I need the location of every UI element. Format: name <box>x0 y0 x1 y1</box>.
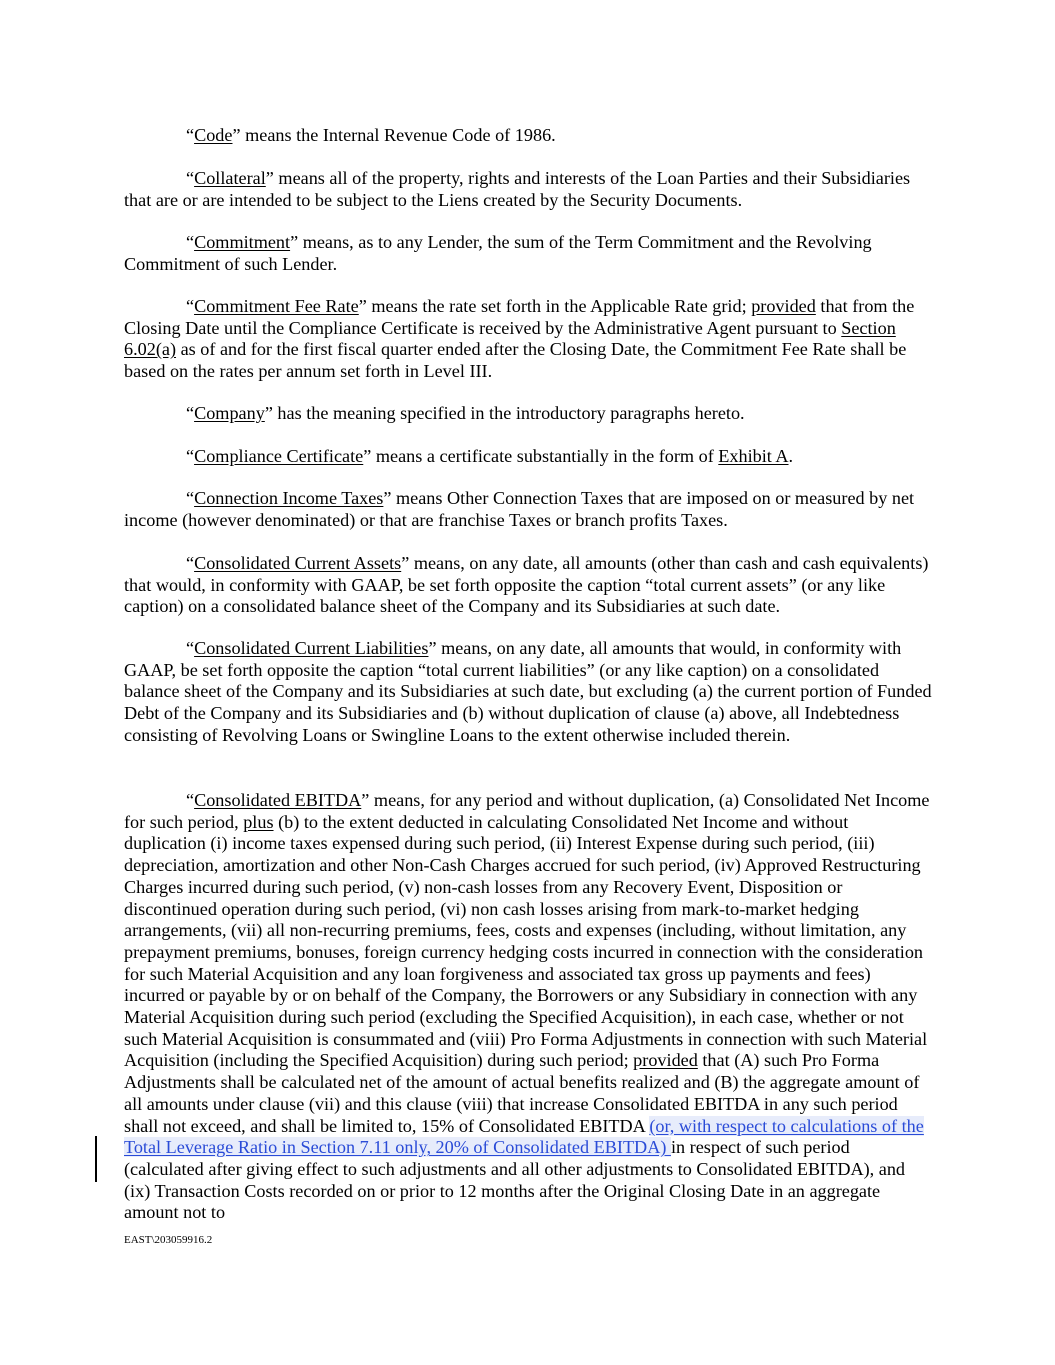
definition-consolidated-current-assets <box>124 553 934 618</box>
defined-term: Consolidated Current Assets <box>194 553 402 573</box>
defined-term: Consolidated Current Liabilities <box>194 638 429 658</box>
definition-text: ” has the meaning specified in the introductory paragraphs hereto. <box>264 403 745 423</box>
definition-commitment-fee-rate <box>124 296 934 383</box>
definition-text: ” means, for any period and without duplication, (a) Consolidated Net Income for such period, <box>124 790 930 832</box>
definition-consolidated-current-liabilities <box>124 638 934 747</box>
provided-keyword: provided <box>751 296 816 316</box>
open-quote: “ <box>186 638 195 658</box>
definition-text: in respect of such period (calculated after giving effect to such adjustments and all other adjustments to Consolidated EBITDA), and (ix) Transaction Costs recorded on or prior to 12 months after the Original Closing Date in an aggregate amount not to <box>124 1137 906 1223</box>
open-quote: “ <box>186 488 195 508</box>
definition-text: that from the Closing Date until the Compliance Certificate is received by the Administrative Agent pursuant to <box>124 296 915 338</box>
plus-keyword: plus <box>243 811 274 832</box>
definition-code <box>124 125 934 147</box>
open-quote: “ <box>186 125 195 145</box>
open-quote: “ <box>186 232 195 252</box>
definition-text: ” means, on any date, all amounts that would, in conformity with GAAP, be set forth opposite the caption “total current liabilities” (or any like caption) on a consolidated balance sheet of the Company and its Subsidiaries at such date, but excluding (a) the current portion of Funded Debt of the Company and its Subsidiaries and (b) without duplication of clause (a) above, all Indebtedness consisting of Revolving Loans or Swingline Loans to the extent otherwise included therein. <box>124 638 932 745</box>
exhibit-reference: Exhibit A <box>718 446 789 466</box>
provided-keyword: provided <box>633 1050 698 1071</box>
definition-text: that (A) such Pro Forma Adjustments shall be calculated net of the amount of actual benefits realized and (B) the aggregate amount of all amounts under clause (vii) and this clause (viii) that increase Consolidated EBITDA in any such period shall not exceed, and shall be limited to, 15% of Consolidated EBITDA <box>124 1050 920 1136</box>
tracked-insertion: (or, with respect to calculations of the Total Leverage Ratio in Section 7.11 only, 20% of Consolidated EBITDA) <box>124 1115 924 1158</box>
section-reference: Section 6.02(a) <box>124 317 896 360</box>
definition-text: ” means the Internal Revenue Code of 1986. <box>232 125 556 145</box>
definition-collateral <box>124 168 934 211</box>
definition-text: ” means, as to any Lender, the sum of the Term Commitment and the Revolving Commitment of such Lender. <box>124 232 872 274</box>
defined-term: Company <box>194 403 265 423</box>
open-quote: “ <box>186 446 195 466</box>
defined-term: Connection Income Taxes <box>194 488 384 508</box>
definition-text: ” means the rate set forth in the Applicable Rate grid; <box>358 296 752 316</box>
open-quote: “ <box>186 168 195 188</box>
definition-text: . <box>788 446 794 466</box>
definition-text: ” means a certificate substantially in the form of <box>363 446 719 466</box>
definition-compliance-certificate <box>124 446 934 468</box>
definition-connection-income-taxes <box>124 488 934 531</box>
defined-term: Code <box>194 125 233 145</box>
defined-term: Compliance Certificate <box>194 446 364 466</box>
defined-term: Consolidated EBITDA <box>194 790 362 810</box>
definition-text: ” means Other Connection Taxes that are imposed on or measured by net income (however denominated) or that are franchise Taxes or branch profits Taxes. <box>124 488 915 530</box>
defined-term: Commitment Fee Rate <box>194 296 359 316</box>
definition-text: ” means, on any date, all amounts (other than cash and cash equivalents) that would, in conformity with GAAP, be set forth opposite the caption “total current assets” (or any like caption) on a consolidated balance sheet of the Company and its Subsidiaries at such date. <box>124 553 929 617</box>
open-quote: “ <box>186 790 195 810</box>
defined-term: Collateral <box>194 168 266 188</box>
definition-consolidated-ebitda <box>124 790 934 1224</box>
open-quote: “ <box>186 296 195 316</box>
revision-change-bar <box>95 1136 97 1182</box>
definition-company <box>124 403 934 425</box>
definition-text: ” means all of the property, rights and interests of the Loan Parties and their Subsidiaries that are or are intended to be subject to the Liens created by the Security Documents. <box>124 168 911 210</box>
open-quote: “ <box>186 403 195 423</box>
definition-text: (b) to the extent deducted in calculating Consolidated Net Income and without duplication (i) income taxes expensed during such period, (ii) Interest Expense during such period, (iii) depreciation, amortization and other Non-Cash Charges accrued for such period, (iv) Approved Restructuring Charges incurred during such period, (v) non-cash losses from any Recovery Event, Disposition or discontinued operation during such period, (vi) non cash losses arising from mark-to-market hedging arrangements, (vii) all non-recurring premiums, fees, costs and expenses (including, without limitation, any prepayment premiums, bonuses, foreign currency hedging costs incurred in connection with the consideration for such Material Acquisition and any loan forgiveness and associated tax gross up payments and fees) incurred or payable by or on behalf of the Company, the Borrowers or any Subsidiary in connection with any Material Acquisition during such period (excluding the Specified Acquisition), in each case, whether or not such Material Acquisition is consummated and (viii) Pro Forma Adjustments in connection with such Material Acquisition (including the Specified Acquisition) during such period; <box>124 811 928 1071</box>
open-quote: “ <box>186 553 195 573</box>
definition-text: as of and for the first fiscal quarter ended after the Closing Date, the Commitment Fee Rate shall be based on the rates per annum set forth in Level III. <box>124 339 907 382</box>
document-id-footer: EAST\203059916.2 <box>124 1234 213 1246</box>
defined-term: Commitment <box>194 232 291 252</box>
definition-commitment <box>124 232 934 275</box>
